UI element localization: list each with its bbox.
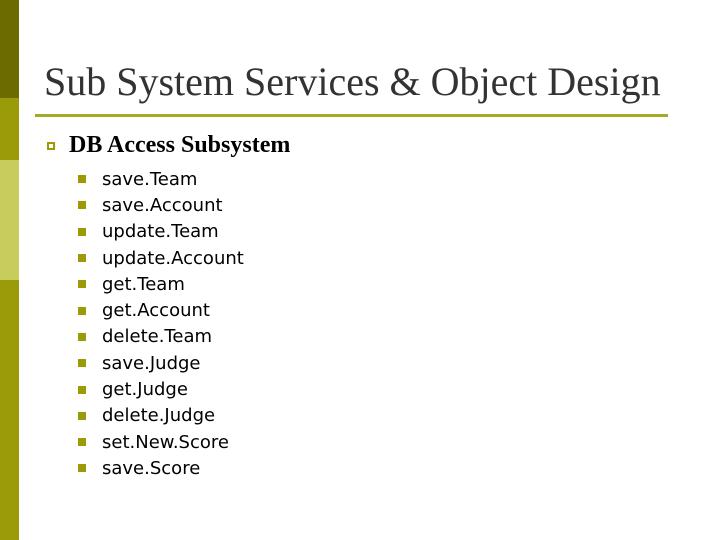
method-list [78,166,244,482]
list-item [78,350,244,376]
section-label: DB Access Subsystem [69,132,291,158]
list-item [78,376,244,402]
method-label: delete.Judge [102,405,216,427]
list-item [78,297,244,323]
method-label: save.Account [102,194,223,216]
method-label: save.Judge [102,352,201,374]
square-bullet-icon [78,412,86,420]
method-label: get.Account [102,300,210,322]
method-label: set.New.Score [102,431,229,453]
side-bar-bottom [0,280,19,540]
method-label: get.Team [102,273,185,295]
square-bullet-icon [78,438,86,446]
list-item [78,219,244,245]
list-item [78,271,244,297]
side-bar-mid [0,98,19,160]
list-item [78,166,244,192]
list-item [78,429,244,455]
method-label: delete.Team [102,326,213,348]
square-bullet-icon [78,201,86,209]
list-item [78,324,244,350]
side-bar-light [0,160,19,280]
section-heading [47,132,290,159]
list-item [78,455,244,481]
title-underline [35,114,668,117]
list-item [78,192,244,218]
side-bar-dark [0,0,19,98]
method-label: get.Judge [102,379,188,401]
hollow-square-bullet-icon [47,142,55,150]
square-bullet-icon [78,464,86,472]
square-bullet-icon [78,386,86,394]
method-label: save.Team [102,168,198,190]
square-bullet-icon [78,175,86,183]
method-label: update.Account [102,247,244,269]
method-label: update.Team [102,221,219,243]
square-bullet-icon [78,254,86,262]
method-label: save.Score [102,457,201,479]
square-bullet-icon [78,333,86,341]
square-bullet-icon [78,307,86,315]
slide-title: Sub System Services & Object Design [44,59,661,104]
square-bullet-icon [78,228,86,236]
list-item [78,403,244,429]
square-bullet-icon [78,280,86,288]
square-bullet-icon [78,359,86,367]
list-item [78,245,244,271]
